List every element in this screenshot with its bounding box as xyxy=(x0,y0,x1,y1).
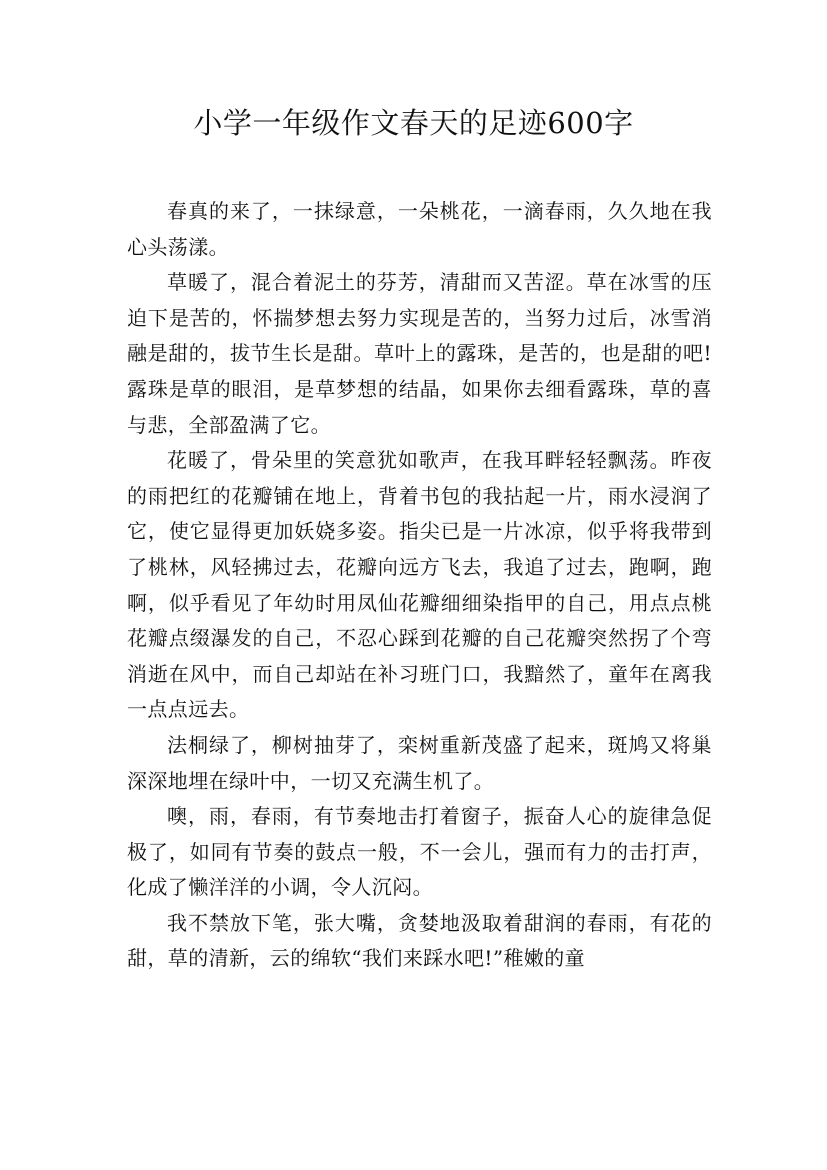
paragraph: 法桐绿了，柳树抽芽了，栾树重新茂盛了起来，斑鸠又将巢深深地埋在绿叶中，一切又充满生机了。 xyxy=(127,732,712,793)
paragraph: 春真的来了，一抹绿意，一朵桃花，一滴春雨，久久地在我心头荡漾。 xyxy=(127,199,712,259)
document-title: 小学一年级作文春天的足迹600字 xyxy=(193,106,634,140)
paragraph: 草暖了，混合着泥土的芬芳，清甜而又苦涩。草在冰雪的压迫下是苦的，怀揣梦想去努力实现是苦的，当努力过后，冰雪消融是甜的，拔节生长是甜。草叶上的露珠，是苦的，也是甜的吧!露珠是草的眼泪，是草梦想的结晶，如果你去细看露珠，草的喜与悲，全部盈满了它。 xyxy=(127,270,712,437)
paragraph: 我不禁放下笔，张大嘴，贪婪地汲取着甜润的春雨，有花的甜，草的清新，云的绵软“我们来踩水吧!”稚嫩的童 xyxy=(127,910,712,971)
paragraph: 噢，雨，春雨，有节奏地击打着窗子，振奋人心的旋律急促极了，如同有节奏的鼓点一般，不一会儿，强而有力的击打声，化成了懒洋洋的小调，令人沉闷。 xyxy=(127,804,712,900)
document-body xyxy=(127,194,712,977)
paragraph: 花暖了，骨朵里的笑意犹如歌声，在我耳畔轻轻飘荡。昨夜的雨把红的花瓣铺在地上，背着书包的我拈起一片，雨水浸润了它，使它显得更加妖娆多姿。指尖已是一片冰凉，似乎将我带到了桃林，风轻拂过去，花瓣向远方飞去，我追了过去，跑啊，跑啊，似乎看见了年幼时用凤仙花瓣细细染指甲的自己，用点点桃花瓣点缀瀑发的自己，不忍心踩到花瓣的自己花瓣突然拐了个弯消逝在风中，而自己却站在补习班门口，我黯然了，童年在离我一点点远去。 xyxy=(127,448,712,722)
